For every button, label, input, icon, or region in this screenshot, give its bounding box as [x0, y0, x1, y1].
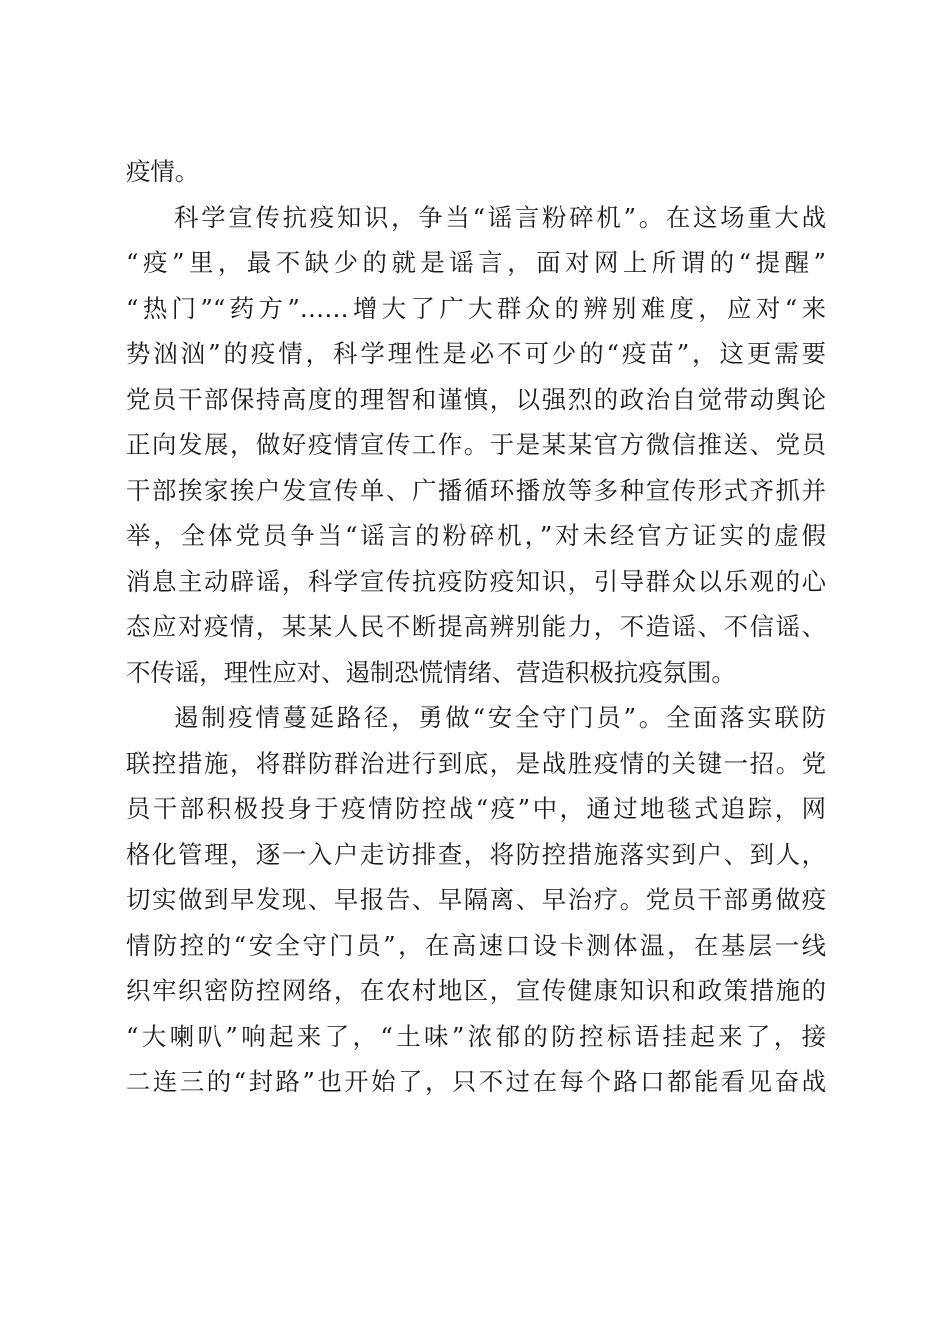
text-line: “热门”“药方”……增大了广大群众的辨别难度，应对“来 — [126, 293, 826, 323]
text-line: 正向发展，做好疫情宣传工作。于是某某官方微信推送、党员 — [126, 430, 826, 459]
text-line: 态应对疫情，某某人民不断提高辨别能力，不造谣、不信谣、 — [126, 612, 826, 641]
text-line: 党员干部保持高度的理智和谨慎，以强烈的政治自觉带动舆论 — [126, 384, 826, 414]
text-line: 情防控的“安全守门员”，在高速口设卡测体温，在基层一线 — [126, 930, 826, 960]
text-line: “大喇叭”响起来了，“土味”浓郁的防控标语挂起来了，接 — [126, 1021, 826, 1051]
text-line: 织牢织密防控网络，在农村地区，宣传健康知识和政策措施的 — [126, 976, 826, 1005]
paragraph-start-line: 遏制疫情蔓延路径，勇做“安全守门员”。全面落实联防 — [174, 703, 826, 732]
text-line: 员干部积极投身于疫情防控战“疫”中，通过地毯式追踪，网 — [126, 794, 826, 823]
text-line: 势汹汹”的疫情，科学理性是必不可少的“疫苗”，这更需要 — [126, 339, 826, 368]
text-line: 消息主动辟谣，科学宣传抗疫防疫知识，引导群众以乐观的心 — [126, 566, 826, 596]
text-line: 疫情。 — [126, 157, 200, 186]
text-line: 不传谣，理性应对、遏制恐慌情绪、营造积极抗疫氛围。 — [126, 657, 736, 687]
text-line: 切实做到早发现、早报告、早隔离、早治疗。党员干部勇做疫 — [126, 885, 826, 914]
text-line: 格化管理，逐一入户走访排查，将防控措施落实到户、到人， — [126, 839, 826, 869]
text-line: “疫”里，最不缺少的就是谣言，面对网上所谓的“提醒” — [126, 248, 826, 277]
text-line: 举，全体党员争当“谣言的粉碎机，”对未经官方证实的虚假 — [126, 521, 826, 550]
text-line: 联控措施，将群防群治进行到底，是战胜疫情的关键一招。党 — [126, 748, 826, 778]
body-text — [126, 149, 826, 1105]
text-line: 二连三的“封路”也开始了，只不过在每个路口都能看见奋战 — [126, 1067, 826, 1096]
text-line: 干部挨家挨户发宣传单、广播循环播放等多种宣传形式齐抓并 — [126, 475, 826, 505]
paragraph-start-line: 科学宣传抗疫知识，争当“谣言粉碎机”。在这场重大战 — [174, 202, 826, 232]
